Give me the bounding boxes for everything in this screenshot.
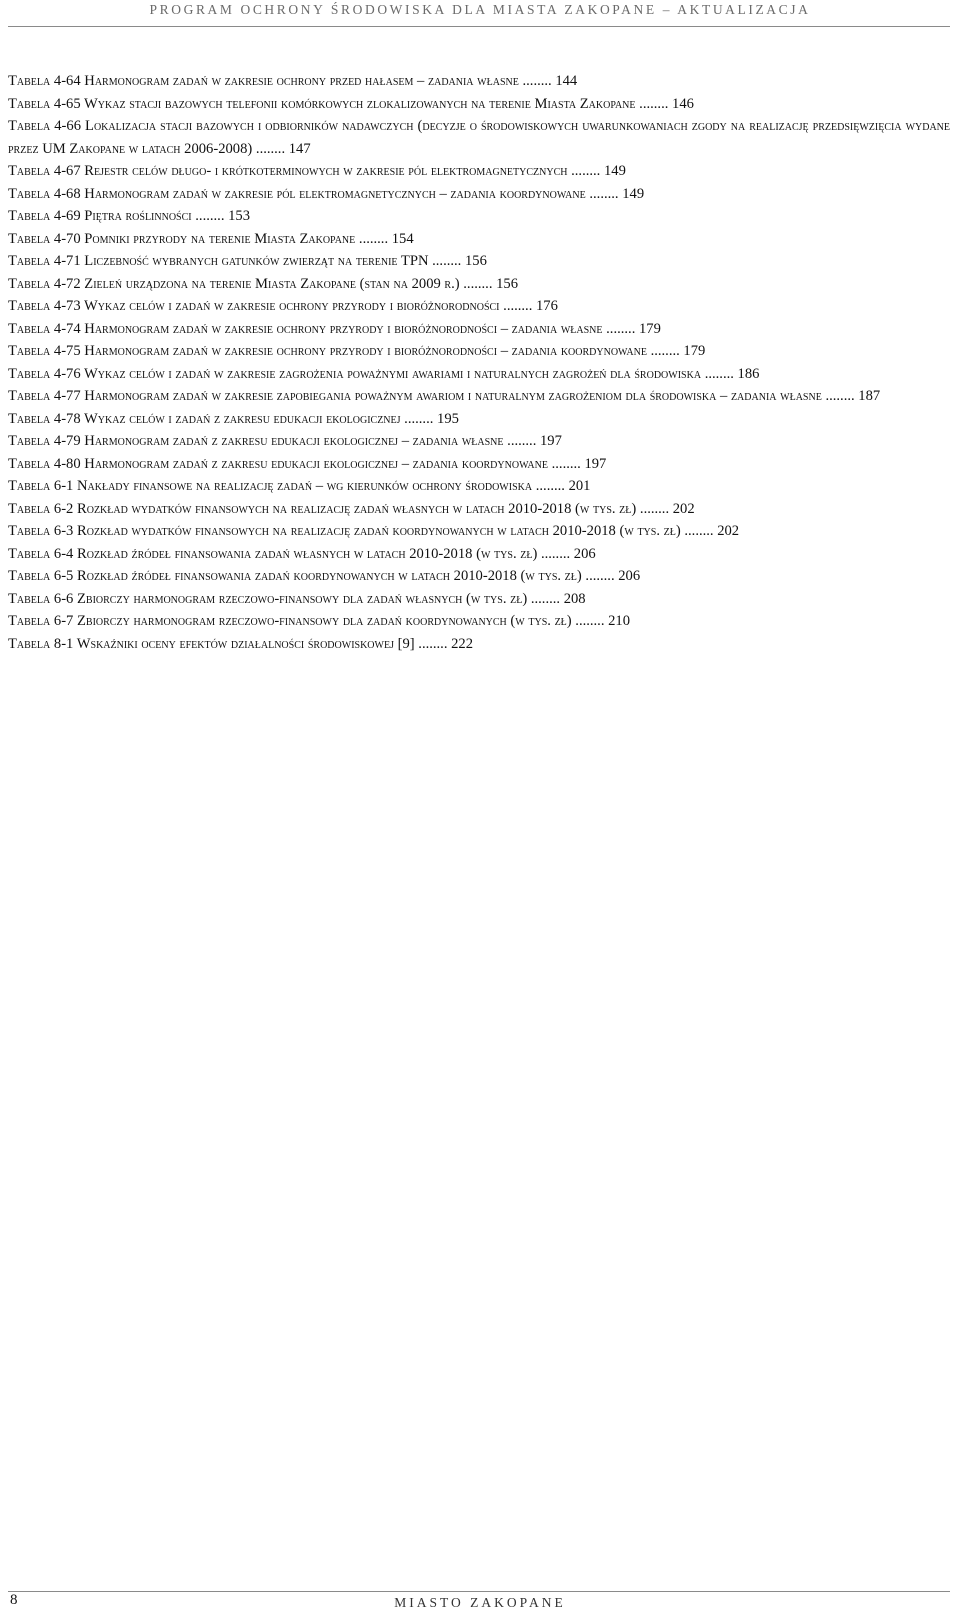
toc-entry-title: Tabela 4-64 Harmonogram zadań w zakresie ochrony przed hałasem – zadania własne [8,73,519,89]
toc-entry[interactable] [8,250,950,273]
toc-entry-title: Tabela 6-1 Nakłady finansowe na realizację zadań – wg kierunków ochrony środowiska [8,478,533,494]
toc-entry-page: 197 [584,455,607,472]
toc-leader-dots: ........ [581,568,619,584]
toc-entry-title: Tabela 6-4 Rozkład źródeł finansowania zadań własnych w latach 2010-2018 (w tys. zł) [8,545,538,562]
toc-entry-title: Tabela 4-76 Wykaz celów i zadań w zakresie zagrożenia poważnymi awariami i naturalnych zagrożeń dla środowiska [8,365,702,382]
toc-leader-dots: ........ [821,388,859,404]
toc-entry[interactable] [8,498,950,521]
toc-leader-dots: ........ [518,73,556,89]
toc-entry-title: Tabela 4-71 Liczebność wybranych gatunków zwierząt na terenie TPN [8,253,429,269]
toc-entry-page: 222 [451,635,474,652]
toc-entry-title: Tabela 4-79 Harmonogram zadań z zakresu edukacji ekologicznej – zadania własne [8,433,504,449]
toc-entry-page: 197 [540,433,562,449]
toc-entry-title: Tabela 6-3 Rozkład wydatków finansowych na realizację zadań koordynowanych w latach 2010-2018 (w tys. zł) [8,523,681,539]
toc-entry-page: 208 [563,590,586,607]
toc-entry[interactable] [8,475,950,498]
toc-entry-page: 206 [573,545,596,562]
toc-entry-title: Tabela 4-68 Harmonogram zadań w zakresie pól elektromagnetycznych – zadania koordynowane [8,185,586,202]
toc-entry[interactable] [8,228,950,251]
toc-leader-dots: ........ [400,410,438,427]
toc-entry-page: 149 [622,185,645,202]
toc-leader-dots: ........ [532,478,569,494]
toc-entry-page: 156 [496,275,518,292]
toc-entry-page: 156 [464,253,487,269]
toc-entry[interactable] [8,273,950,296]
toc-entry[interactable] [8,340,950,363]
toc-leader-dots: ........ [602,320,639,337]
toc-entry-page: 179 [638,320,661,337]
toc-entry-page: 187 [858,388,881,404]
toc-leader-dots: ........ [428,253,465,269]
toc-entry[interactable] [8,318,950,341]
toc-entry-page: 154 [391,230,414,247]
toc-leader-dots: ........ [636,500,673,517]
toc-leader-dots: ........ [585,185,623,202]
toc-leader-dots: ........ [646,343,684,359]
toc-leader-dots: ........ [571,613,609,629]
toc-entry-page: 201 [568,478,591,494]
toc-leader-dots: ........ [459,275,497,292]
toc-entry-title: Tabela 4-74 Harmonogram zadań w zakresie ochrony przyrody i bioróżnorodności – zadania własne [8,320,603,337]
toc-entry[interactable] [8,183,950,206]
toc-entry-title: Tabela 4-78 Wykaz celów i zadań z zakresu edukacji ekologicznej [8,410,401,427]
toc-entry[interactable] [8,160,950,183]
toc-entry-title: Tabela 4-80 Harmonogram zadań z zakresu edukacji ekologicznej – zadania koordynowane [8,455,548,472]
toc-leader-dots: ........ [414,635,452,652]
table-of-tables [8,70,950,655]
toc-leader-dots: ........ [680,523,718,539]
toc-entry-page: 149 [603,163,626,179]
toc-entry-page: 176 [536,298,558,314]
footer-divider [8,1591,950,1592]
toc-entry[interactable] [8,408,950,431]
toc-entry-page: 210 [608,613,631,629]
toc-entry[interactable] [8,385,950,408]
toc-entry-title: Tabela 4-65 Wykaz stacji bazowych telefonii komórkowych zlokalizowanych na terenie Miasta Zakopane [8,95,636,112]
toc-leader-dots: ........ [701,365,738,382]
toc-leader-dots: ........ [191,208,229,224]
toc-entry[interactable] [8,453,950,476]
toc-entry-page: 146 [672,95,694,112]
toc-leader-dots: ........ [537,545,574,562]
toc-entry-title: Tabela 6-2 Rozkład wydatków finansowych na realizację zadań własnych w latach 2010-2018 (w tys. zł) [8,500,637,517]
toc-entry-title: Tabela 4-67 Rejestr celów długo- i krótkoterminowych w zakresie pól elektromagnetycznych [8,163,568,179]
toc-leader-dots: ........ [252,140,289,157]
toc-entry[interactable] [8,430,950,453]
toc-entry-page: 206 [618,568,641,584]
toc-entry-page: 202 [672,500,695,517]
toc-entry-title: Tabela 4-70 Pomniki przyrody na terenie Miasta Zakopane [8,230,356,247]
toc-entry[interactable] [8,633,950,656]
toc-leader-dots: ........ [567,163,604,179]
toc-entry-title: Tabela 6-5 Rozkład źródeł finansowania zadań koordynowanych w latach 2010-2018 (w tys. zł) [8,568,582,584]
footer-city-name: MIASTO ZAKOPANE [394,1595,566,1610]
toc-entry-title: Tabela 4-75 Harmonogram zadań w zakresie ochrony przyrody i bioróżnorodności – zadania koordynowane [8,343,647,359]
toc-entry-page: 186 [737,365,760,382]
toc-entry[interactable] [8,363,950,386]
toc-entry-title: Tabela 8-1 Wskaźniki oceny efektów działalności środowiskowej [9] [8,635,415,652]
toc-leader-dots: ........ [499,298,536,314]
toc-entry[interactable] [8,295,950,318]
toc-entry[interactable] [8,543,950,566]
toc-leader-dots: ........ [503,433,540,449]
toc-entry[interactable] [8,93,950,116]
header-title: PROGRAM OCHRONY ŚRODOWISKA DLA MIASTA ZAKOPANE – AKTUALIZACJA [149,2,811,17]
toc-entry[interactable] [8,205,950,228]
toc-entry-title: Tabela 6-6 Zbiorczy harmonogram rzeczowo-finansowy dla zadań własnych (w tys. zł) [8,590,528,607]
toc-entry-title: Tabela 6-7 Zbiorczy harmonogram rzeczowo-finansowy dla zadań koordynowanych (w tys. zł) [8,613,572,629]
toc-entry-title: Tabela 4-73 Wykaz celów i zadań w zakresie ochrony przyrody i bioróżnorodności [8,298,500,314]
toc-entry-page: 144 [555,73,578,89]
toc-leader-dots: ........ [527,590,564,607]
toc-entry-page: 195 [437,410,459,427]
toc-entry-title: Tabela 4-66 Lokalizacja stacji bazowych i odbiorników nadawczych (decyzje o środowiskowych uwarunkowaniach zgody na realizację przedsięwzięcia wydane przez UM Zakopane w latach 2006-2008) [8,118,950,157]
toc-leader-dots: ........ [635,95,673,112]
toc-entry[interactable] [8,115,950,160]
header-divider [8,26,950,27]
toc-entry-title: Tabela 4-69 Piętra roślinności [8,208,192,224]
toc-entry[interactable] [8,70,950,93]
toc-entry[interactable] [8,520,950,543]
toc-entry-page: 147 [288,140,311,157]
toc-entry[interactable] [8,588,950,611]
toc-entry-page: 202 [717,523,740,539]
toc-entry-page: 179 [683,343,706,359]
toc-leader-dots: ........ [355,230,392,247]
toc-entry-title: Tabela 4-77 Harmonogram zadań w zakresie zapobiegania poważnym awariom i naturalnym zagrożeniom dla środowiska – zadania własne [8,388,822,404]
footer-page-number: 8 [10,1592,18,1608]
toc-entry[interactable] [8,610,950,633]
toc-entry-page: 153 [228,208,250,224]
toc-entry[interactable] [8,565,950,588]
toc-leader-dots: ........ [547,455,585,472]
toc-entry-title: Tabela 4-72 Zieleń urządzona na terenie Miasta Zakopane (stan na 2009 r.) [8,275,460,292]
